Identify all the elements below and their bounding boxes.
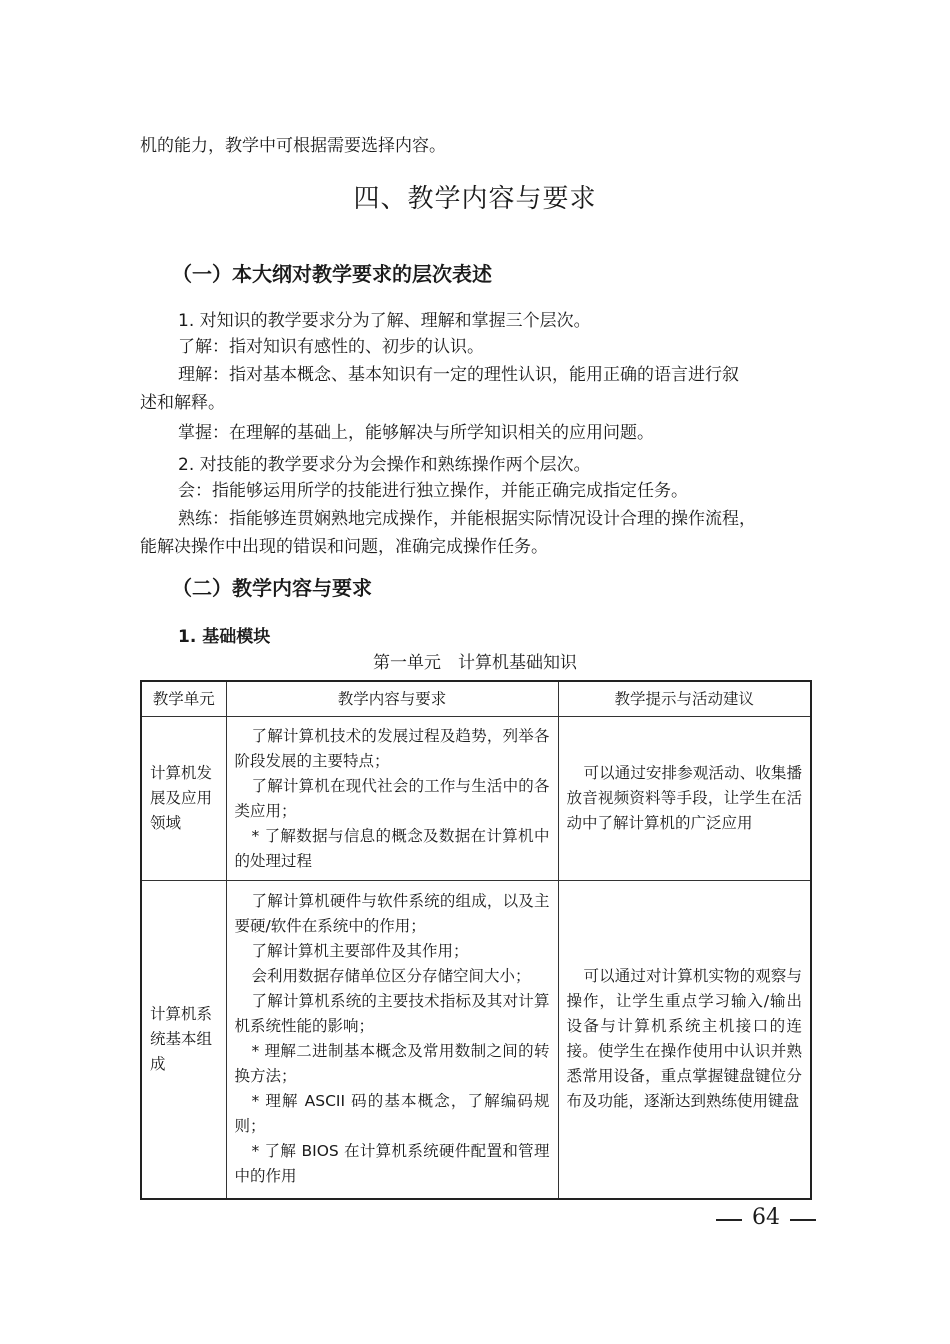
content-item: * 理解二进制基本概念及常用数制之间的转换方法； bbox=[234, 1042, 550, 1086]
content-item: 了解计算机主要部件及其作用； bbox=[251, 942, 469, 961]
dash-left bbox=[716, 1219, 742, 1221]
paragraph-proficient-line1: 熟练：指能够连贯娴熟地完成操作，并能根据实际情况设计合理的操作流程， bbox=[178, 509, 756, 529]
unit-cell: 计算机系统基本组成 bbox=[141, 881, 226, 1199]
content-cell bbox=[226, 881, 558, 1199]
table-row bbox=[141, 881, 811, 1199]
hint-cell bbox=[558, 881, 811, 1199]
paragraph-knowledge-levels: 1. 对知识的教学要求分为了解、理解和掌握三个层次。 bbox=[178, 311, 591, 331]
content-item: * 了解 BIOS 在计算机系统硬件配置和管理中的作用 bbox=[234, 1142, 550, 1186]
content-item: 会利用数据存储单位区分存储空间大小； bbox=[251, 967, 531, 986]
header-unit: 教学单元 bbox=[141, 681, 226, 717]
paragraph-understand-basic: 了解：指对知识有感性的、初步的认识。 bbox=[178, 337, 484, 357]
module-heading: 1. 基础模块 bbox=[178, 627, 271, 647]
hint-text: 可以通过安排参观活动、收集播放音视频资料等手段，让学生在活动中了解计算机的广泛应用 bbox=[566, 764, 802, 832]
subsection-heading-content: （二）教学内容与要求 bbox=[172, 576, 372, 600]
table-header-row bbox=[141, 681, 811, 717]
curriculum-table bbox=[140, 680, 812, 1200]
content-item: * 了解数据与信息的概念及数据在计算机中的处理过程 bbox=[234, 826, 550, 870]
paragraph-master: 掌握：在理解的基础上，能够解决与所学知识相关的应用问题。 bbox=[178, 423, 654, 443]
content-item: 了解计算机系统的主要技术指标及其对计算机系统性能的影响； bbox=[234, 992, 550, 1036]
paragraph-proficient-line2: 能解决操作中出现的错误和问题，准确完成操作任务。 bbox=[140, 537, 548, 557]
hint-cell bbox=[558, 717, 811, 881]
header-hint: 教学提示与活动建议 bbox=[558, 681, 811, 717]
table-caption: 第一单元 计算机基础知识 bbox=[373, 653, 577, 673]
paragraph-skill-levels: 2. 对技能的教学要求分为会操作和熟练操作两个层次。 bbox=[178, 455, 591, 475]
page-number bbox=[706, 1205, 826, 1230]
continuation-line: 机的能力，教学中可根据需要选择内容。 bbox=[140, 136, 446, 156]
hint-text: 可以通过对计算机实物的观察与操作，让学生重点学习输入/输出设备与计算机系统主机接口的连接。使学生在操作使用中认识并熟悉常用设备，重点掌握键盘键位分布及功能，逐渐达到熟练使用键盘 bbox=[566, 967, 802, 1111]
content-item: * 理解 ASCII 码的基本概念，了解编码规则； bbox=[234, 1092, 550, 1136]
content-item: 了解计算机在现代社会的工作与生活中的各类应用； bbox=[234, 776, 550, 820]
header-content: 教学内容与要求 bbox=[226, 681, 558, 717]
table-row bbox=[141, 717, 811, 881]
unit-cell: 计算机发展及应用领域 bbox=[141, 717, 226, 881]
section-title: 四、教学内容与要求 bbox=[353, 184, 597, 214]
content-item: 了解计算机技术的发展过程及趋势，列举各阶段发展的主要特点； bbox=[234, 726, 550, 770]
content-cell bbox=[226, 717, 558, 881]
page-number-value: 64 bbox=[752, 1205, 780, 1230]
subsection-heading-levels: （一）本大纲对教学要求的层次表述 bbox=[172, 262, 492, 286]
dash-right bbox=[790, 1219, 816, 1221]
paragraph-comprehend-line1: 理解：指对基本概念、基本知识有一定的理性认识，能用正确的语言进行叙 bbox=[178, 365, 739, 385]
content-item: 了解计算机硬件与软件系统的组成，以及主要硬/软件在系统中的作用； bbox=[234, 892, 550, 936]
paragraph-can-operate: 会：指能够运用所学的技能进行独立操作，并能正确完成指定任务。 bbox=[178, 481, 688, 501]
paragraph-comprehend-line2: 述和解释。 bbox=[140, 393, 225, 413]
